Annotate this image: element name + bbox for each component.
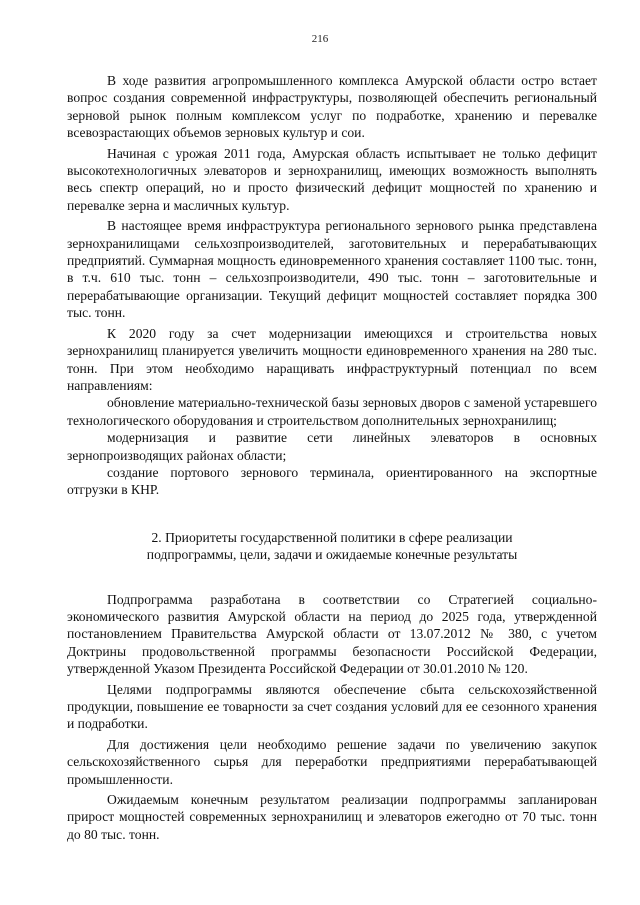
list-item-port-terminal: создание портового зернового терминала, ориентированного на экспортные отгрузки в КНР. [67,464,597,498]
paragraph-plan-2020: К 2020 году за счет модернизации имеющихся и строительства новых зернохранилищ планируется увеличить мощности единовременного хранения на 280 тыс. тонн. При этом необходимо наращивать инфраструктурный потенциал по всем направлениям: [67,325,597,393]
paragraph-goals: Целями подпрограммы являются обеспечение сбыта сельскохозяйственной продукции, повышение ее товарности за счет создания условий для ее сезонного хранения и подработки. [67,681,597,732]
document-body [67,72,597,843]
paragraph-expected-results: Ожидаемым конечным результатом реализации подпрограммы запланирован прирост мощностей современных зернохранилищ и элеваторов ежегодно от 70 тыс. тонн до 80 тыс. тонн. [67,792,597,842]
section-heading: 2. Приоритеты государственной политики в сфере реализации подпрограммы, цели, задачи и ожидаемые конечные результаты [146,529,518,563]
paragraph-deficit: Начиная с урожая 2011 года, Амурская область испытывает не только дефицит высокотехнологичных элеваторов и зернохранилищ, имеющих возможность выполнять весь спектр операций, но и просто физический дефицит мощностей по хранению и перевалке зерна и масличных культур. [67,145,597,213]
page-number: 216 [311,33,329,45]
list-item-elevator-network: модернизация и развитие сети линейных элеваторов в основных зернопроизводящих районах области; [67,430,597,463]
paragraph-tasks: Для достижения цели необходимо решение задачи по увеличению закупок сельскохозяйственного сырья для переработки предприятиями перерабатывающей промышленности. [67,736,597,787]
paragraph-intro: В ходе развития агропромышленного комплекса Амурской области остро встает вопрос создания современной инфраструктуры, позволяющей обеспечить региональный зерновой рынок полным комплексом услуг по подработке, хранению и перевалке всевозрастающих объемов зерновых культур и сои. [67,73,597,141]
list-item-modernization-base: обновление материально-технической базы зерновых дворов с заменой устаревшего технологического оборудования и строительством дополнительных зернохранилищ; [67,395,597,428]
paragraph-infrastructure: В настоящее время инфраструктура регионального зернового рынка представлена зернохранилищами сельхозпроизводителей, заготовительных и перерабатывающих предприятий. Суммарная мощность единовременного хранения составляет 1100 тыс. тонн, в т.ч. 610 тыс. тонн – сельхозпроизводители, 490 тыс. тонн – заготовительные и перерабатывающие организации. Текущий дефицит мощностей составляет порядка 300 тыс. тонн. [67,218,597,321]
paragraph-strategy: Подпрограмма разработана в соответствии со Стратегией социально-экономического развития Амурской области на период до 2025 года, утвержденной постановлением Правительства Амурской области от 13.07.2012 № 380, с учетом Доктрины продовольственной программы безопасности Российской Федерации, утвержденной Указом Президента Российской Федерации от 30.01.2010 № 120. [67,591,597,677]
